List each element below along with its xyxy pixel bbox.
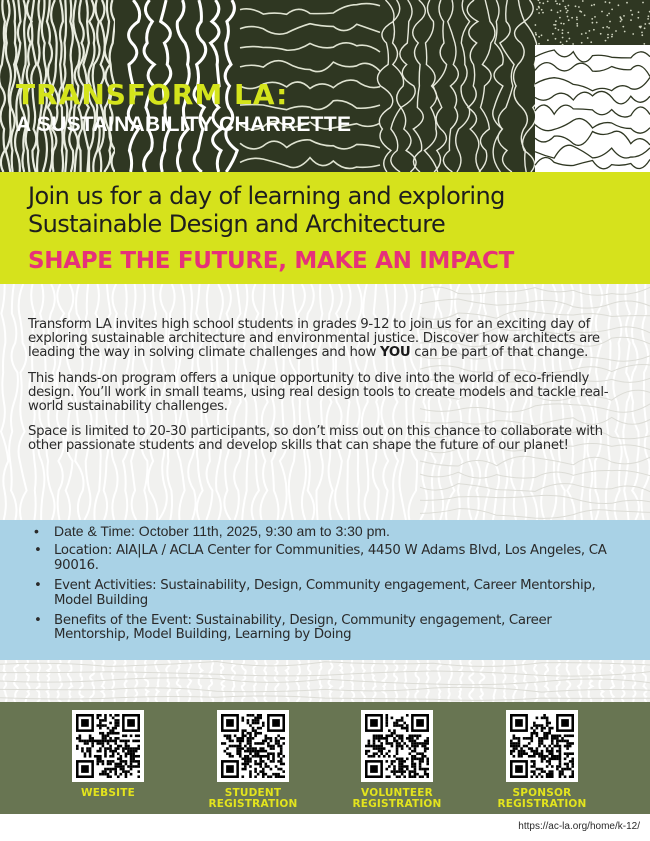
- headline-line-2: Sustainable Design and Architecture: [28, 210, 446, 238]
- lower-pattern-band: [0, 660, 650, 702]
- details-list: [34, 524, 650, 643]
- detail-date-time: • Date & Time: October 11th, 2025, 9:30 am to 3:30 pm.: [34, 524, 614, 538]
- tagline: SHAPE THE FUTURE, MAKE AN IMPACT: [28, 248, 515, 274]
- detail-location: • Location: AIA|LA / ACLA Center for Communities, 4450 W Adams Blvd, Los Angeles, CA 90016.: [34, 544, 614, 573]
- intro-band: [0, 172, 650, 284]
- paragraph-intro-end: can be part of that change.: [410, 345, 589, 361]
- qr-code-icon: [221, 714, 285, 778]
- qr-label-student-1: STUDENT: [224, 787, 282, 799]
- qr-code-icon: [365, 714, 429, 778]
- detail-benefits: • Benefits of the Event: Sustainability, Design, Community engagement, Career Mentorship, Model Building, Learning by Doing: [34, 614, 614, 643]
- qr-label-sponsor-1: SPONSOR: [512, 787, 572, 799]
- event-details: [0, 520, 650, 660]
- qr-label-website: WEBSITE: [81, 787, 135, 799]
- qr-code-volunteer[interactable]: [361, 710, 433, 782]
- qr-student-registration[interactable]: [193, 710, 313, 810]
- detail-activities: • Event Activities: Sustainability, Design, Community engagement, Career Mentorship, Model Building: [34, 579, 614, 608]
- qr-code-icon: [510, 714, 574, 778]
- page-title: TRANSFORM LA:: [16, 78, 289, 111]
- qr-label-student: [193, 788, 313, 810]
- page-subtitle: A SUSTAINABILITY CHARRETTE: [16, 113, 352, 136]
- emphasis-you: YOU: [379, 345, 411, 361]
- qr-label-volunteer: [337, 788, 457, 810]
- lower-pattern: [0, 660, 650, 702]
- qr-label-volunteer-2: REGISTRATION: [352, 798, 442, 810]
- paragraph-intro: [28, 318, 628, 361]
- qr-label-sponsor: [482, 788, 602, 810]
- qr-code-website[interactable]: [72, 710, 144, 782]
- paragraph-capacity: Space is limited to 20-30 participants, so don’t miss out on this chance to collaborate with other passionate students and develop skills that can shape the future of our planet!: [28, 424, 603, 454]
- qr-code-student[interactable]: [217, 710, 289, 782]
- qr-volunteer-registration[interactable]: [337, 710, 457, 810]
- qr-code-band: [0, 702, 650, 814]
- qr-label-volunteer-1: VOLUNTEER: [361, 787, 433, 799]
- title-block: [16, 80, 351, 138]
- description-section: [0, 284, 650, 520]
- qr-code-icon: [76, 714, 140, 778]
- qr-code-sponsor[interactable]: [506, 710, 578, 782]
- qr-label-student-2: REGISTRATION: [208, 798, 298, 810]
- footer-url[interactable]: https://ac-la.org/home/k-12/: [518, 821, 640, 832]
- headline-line-1: Join us for a day of learning and exploring: [28, 182, 505, 210]
- qr-label-sponsor-2: REGISTRATION: [497, 798, 587, 810]
- paragraph-intro-start: Transform LA invites high school students in grades 9-12 to join us for an exciting day of exploring sustainable architecture and environmental justice. Discover how architects are leading the way in solving climate challenges and how: [28, 317, 600, 361]
- header-banner: [0, 0, 650, 172]
- footer: [0, 814, 650, 841]
- qr-sponsor-registration[interactable]: [482, 710, 602, 810]
- qr-website[interactable]: [48, 710, 168, 799]
- description-text: [28, 318, 628, 465]
- paragraph-program: This hands-on program offers a unique opportunity to dive into the world of eco-friendly design. You’ll work in small teams, using real design tools to create models and tackle real-world sustainability challenges.: [28, 370, 609, 415]
